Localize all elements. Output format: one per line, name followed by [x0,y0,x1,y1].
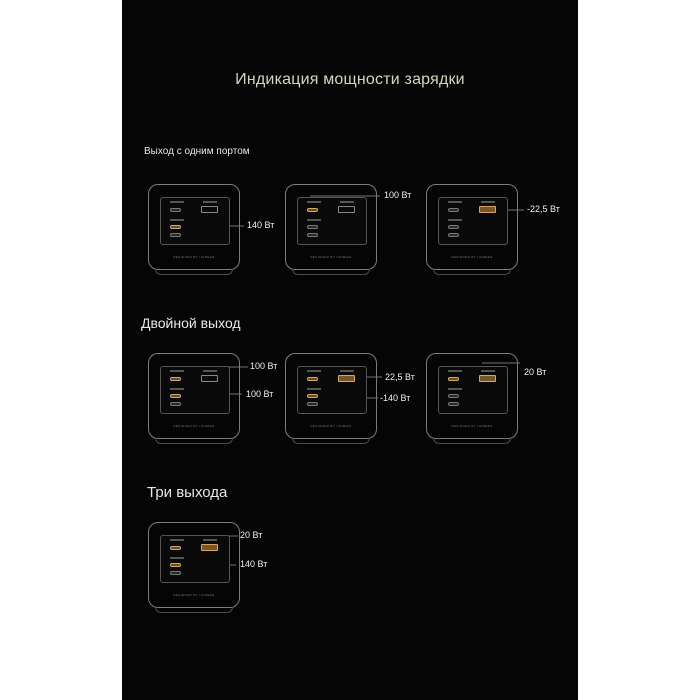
port-label [170,539,184,541]
usb-c-port [170,233,181,237]
usb-c-port [307,233,318,237]
charger-port-panel [297,366,367,414]
port-label [340,370,354,372]
charger-port-panel [438,366,508,414]
port-label [170,388,184,390]
section-single-port-label: Выход с одним портом [144,146,250,157]
usb-c-port-active [170,394,181,398]
usb-c-port [307,225,318,229]
charger-port-panel [160,366,230,414]
usb-c-port [448,208,459,212]
brand-mark: DESIGNED BY UGREEN [310,424,352,428]
charger-device-dual-3 [426,353,518,439]
callout-d7a: 20 Вт [240,530,263,540]
brand-mark: DESIGNED BY UGREEN [310,255,352,259]
usb-c-port [448,394,459,398]
charger-device-dual-1 [148,353,240,439]
callout-d5b: -140 Вт [380,393,411,403]
callout-d3: -22,5 Вт [527,204,560,214]
usb-c-port-active [448,377,459,381]
port-label [448,388,462,390]
charger-device-triple-1 [148,522,240,608]
port-label [307,388,321,390]
usb-c-port-active [307,394,318,398]
port-label [170,557,184,559]
port-label [340,201,354,203]
port-label [170,219,184,221]
usb-a-port-active [479,375,496,382]
usb-c-port-active [170,563,181,567]
charger-device-single-1 [148,184,240,270]
page-title: Индикация мощности зарядки [235,71,465,88]
port-label [203,539,217,541]
port-label [203,370,217,372]
port-label [481,201,495,203]
port-label [481,370,495,372]
charger-port-panel [160,535,230,583]
callout-d4b: 100 Вт [246,389,274,399]
charger-device-single-3 [426,184,518,270]
usb-c-port [448,402,459,406]
brand-mark: DESIGNED BY UGREEN [173,424,215,428]
section-triple-output-label: Три выхода [147,484,228,501]
callout-d4a: 100 Вт [250,361,278,371]
port-label [170,201,184,203]
port-label [170,370,184,372]
usb-c-port-active [307,208,318,212]
usb-c-port [170,571,181,575]
callout-d1: 140 Вт [247,220,275,230]
port-label [448,219,462,221]
usb-c-port [307,402,318,406]
charger-device-single-2 [285,184,377,270]
port-label [448,370,462,372]
port-label [203,201,217,203]
usb-a-port-active [201,544,218,551]
callout-d2: 100 Вт [384,190,412,200]
usb-c-port [170,208,181,212]
charger-device-dual-2 [285,353,377,439]
brand-mark: DESIGNED BY UGREEN [451,424,493,428]
charging-power-panel [122,0,578,700]
callout-d5a: 22,5 Вт [385,372,415,382]
section-dual-output-label: Двойной выход [141,315,241,331]
charger-port-panel [297,197,367,245]
brand-mark: DESIGNED BY UGREEN [173,593,215,597]
brand-mark: DESIGNED BY UGREEN [451,255,493,259]
callout-d7b: 140 Вт [240,559,268,569]
brand-mark: DESIGNED BY UGREEN [173,255,215,259]
usb-c-port [448,225,459,229]
usb-a-port-active [479,206,496,213]
charger-port-panel [438,197,508,245]
callout-d6: 20 Вт [524,367,547,377]
usb-c-port-active [170,546,181,550]
usb-c-port [170,402,181,406]
charger-port-panel [160,197,230,245]
usb-a-port [338,206,355,213]
port-label [307,219,321,221]
usb-c-port-active [307,377,318,381]
usb-c-port [448,233,459,237]
usb-c-port-active [170,225,181,229]
port-label [307,201,321,203]
usb-a-port [201,375,218,382]
usb-c-port-active [170,377,181,381]
usb-a-port [201,206,218,213]
port-label [448,201,462,203]
port-label [307,370,321,372]
usb-a-port-active [338,375,355,382]
